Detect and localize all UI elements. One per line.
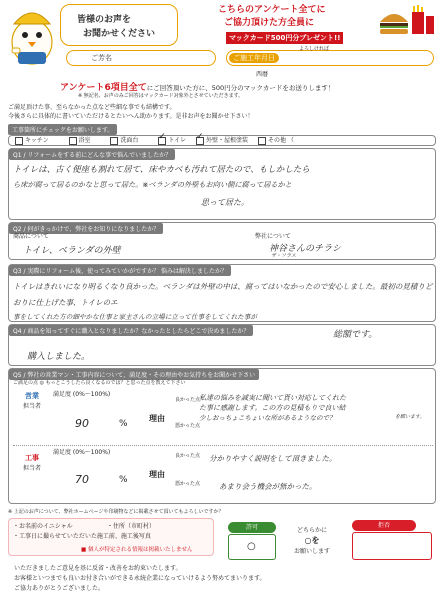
sales-tag: 営業 担当者 bbox=[22, 392, 41, 410]
sales-percent-value[interactable]: 90 bbox=[75, 417, 89, 430]
footer-initial: ・お名前のイニシャル bbox=[13, 523, 73, 530]
notice-headline bbox=[60, 80, 440, 93]
q5-divider bbox=[13, 445, 433, 446]
check-washbasin[interactable]: 洗面台 bbox=[110, 137, 138, 144]
q1-answer-2: ら床が腐って居るのかなと思って居た。※ベランダの外壁もお向い側に腐って居るかと bbox=[13, 180, 292, 189]
q2-section bbox=[8, 222, 436, 260]
q3-section bbox=[8, 264, 436, 322]
q5-label: Q5 / 弊社の営業マン・工事内容について、満足度・その理由やお気持ちをお聞かせ下さい bbox=[9, 369, 259, 380]
q2-product-value: トイレ、ベランダの外壁 bbox=[23, 246, 121, 256]
date-field-value: 西暦 bbox=[256, 71, 269, 78]
check-other[interactable]: その他 （ bbox=[258, 137, 294, 144]
date-field-row bbox=[226, 46, 434, 66]
sales-reason-tail: を願います。 bbox=[395, 414, 425, 420]
works-bad-label: 悪かった点 bbox=[175, 481, 201, 487]
q3-label: Q3 / 実際にリフォーム後、使ってみていかがですか？ 悩みは解決しましたか？ bbox=[9, 265, 231, 276]
closing-line-3: ご協力ありがとうございました。 bbox=[14, 585, 105, 592]
greeting-bubble bbox=[60, 4, 178, 46]
greeting-line-2: お聞かせください bbox=[83, 29, 156, 39]
present-banner bbox=[216, 0, 376, 48]
checkbox-toilet[interactable] bbox=[158, 131, 166, 145]
works-percent-value[interactable]: 70 bbox=[75, 473, 89, 486]
q2-label: Q2 / 何がきっかけで、弊社をお知りになりましたか？ bbox=[9, 223, 163, 234]
mascot-chick-logo bbox=[4, 2, 60, 68]
check-exterior[interactable]: ✓ 外壁・屋根塗装 bbox=[196, 131, 249, 144]
checkbox-exterior[interactable] bbox=[196, 131, 204, 145]
q4-section bbox=[8, 324, 436, 366]
greeting-line-1: 皆様のお声を bbox=[77, 15, 132, 25]
checkbox-washbasin[interactable] bbox=[110, 137, 118, 145]
banner-line-1: こちらのアンケート全てに bbox=[218, 5, 326, 15]
q2-company-label: 弊社について bbox=[255, 233, 291, 240]
works-satisfaction-label: 満足度 (0%～100%) bbox=[53, 449, 111, 456]
burger-icon bbox=[376, 4, 436, 44]
q3-answer-1: トイレはきれいになり明るくなり良かった。ベランダは外壁の中は、腐ってはいなかったので安心しました。最初の見積りどおりに仕上げた事、トイレのエ bbox=[13, 282, 433, 307]
q2-product-label: 商品について bbox=[13, 233, 49, 240]
footer-photo: ・工事日に撮らせていただいた施工前、施工後写真 bbox=[13, 533, 151, 540]
sales-reason-3: 少しおっちょこちょいな所があるようなので？ bbox=[199, 414, 336, 422]
q5-section bbox=[8, 368, 436, 504]
checklist-label: 工事箇所にチェックをお願いします。 bbox=[8, 124, 117, 135]
checkmark-icon: ✓ bbox=[158, 131, 166, 142]
footer-address: ・住所（市町村） bbox=[107, 523, 156, 530]
q5-sub-label: ご満足の点 ◎ もっとこうしたら良くなるのでは？と思った点を教えて下さい bbox=[13, 380, 186, 386]
notice-highlight: アンケート6項目全て bbox=[60, 83, 147, 93]
q4-answer-2: 購入しました。 bbox=[27, 352, 91, 362]
deny-badge: 拒否 bbox=[352, 520, 416, 531]
checkbox-other[interactable] bbox=[258, 137, 266, 145]
q1-answer-1: トイレは、古く便座も割れて居て、床やカベも汚れて居たので、もしかしたら bbox=[13, 165, 310, 175]
check-kitchen[interactable]: キッチン bbox=[15, 137, 49, 144]
check-toilet[interactable]: ✓ トイレ bbox=[158, 131, 187, 144]
sales-percent-unit: % bbox=[119, 419, 128, 429]
q2-company-value: 神谷さんのチラシ bbox=[269, 244, 342, 254]
checkbox-bath[interactable] bbox=[69, 137, 77, 145]
sales-reason-1: 私達の悩みを誠実に聞いて貰い対応してくれた bbox=[199, 394, 346, 402]
sales-reason-label: 理由 bbox=[149, 414, 165, 423]
sales-satisfaction-label: 満足度 (0%～100%) bbox=[53, 391, 111, 398]
q2-company-note: ザ・ソラス bbox=[271, 253, 296, 259]
name-field-label: ご芳名 bbox=[91, 54, 112, 62]
sales-good-label: 良かった点 bbox=[175, 397, 201, 403]
closing-line-2: お客様といつまでも良いお付き合いができる永続企業になっていけるよう努めてまいります。 bbox=[14, 575, 266, 582]
works-reason-2: あまり会う機会が無かった。 bbox=[219, 482, 317, 491]
footer-warning: ■ 個人が特定される情報は掲載いたしません bbox=[81, 547, 193, 553]
q4-answer-1: 総額です。 bbox=[333, 330, 378, 340]
allow-badge: 許可 bbox=[228, 522, 276, 533]
footer-items-box bbox=[8, 518, 214, 556]
allow-circle-mark: ○ bbox=[247, 541, 256, 552]
works-percent-unit: % bbox=[119, 475, 128, 485]
works-tag: 工事 担当者 bbox=[22, 454, 41, 472]
q1-answer-3: 思って居た。 bbox=[201, 198, 249, 207]
checkmark-icon: ✓ bbox=[196, 131, 204, 142]
date-field-label: ご施工年月日 bbox=[229, 53, 279, 63]
q3-answer-2: 事をしてくれた方の細やかな仕事と家主さんの立場に立って仕事をしてくれた事が bbox=[13, 313, 257, 321]
deny-box[interactable] bbox=[352, 532, 432, 560]
banner-line-3: マックカード500円分プレゼント!! bbox=[226, 32, 343, 44]
allow-box[interactable] bbox=[228, 534, 276, 560]
sales-bad-label: 悪かった点 bbox=[175, 423, 201, 429]
q1-section bbox=[8, 148, 436, 220]
footer-notice: ※ 上記のお声について、弊社ホームページや印刷物などに掲載させて頂いてもよろしいですか？ bbox=[8, 509, 224, 515]
notice-line-2: ※ 無記名、お声のみご回答はマックカード対象外とさせていただきます。 bbox=[78, 93, 244, 99]
date-field-hint: よろしければ bbox=[299, 46, 330, 52]
notice-line-4: 今後さらに具体的に書いていただけるとたいへん助かります。是非お声をお聞かせ下さい！ bbox=[8, 113, 254, 120]
name-field-row bbox=[66, 50, 216, 66]
works-reason-1: 分かりやすく説明をして頂きました。 bbox=[209, 454, 337, 463]
sales-reason-2: た事に感謝します。この方の見積もりで良い結 bbox=[199, 404, 346, 412]
q1-label: Q1 / リフォームをする前にどんな事で悩んでいましたか？ bbox=[9, 149, 175, 160]
q4-label: Q4 / 商品を知ってすぐに購入となりましたか？なかったとしたらどこで決めましたか？ bbox=[9, 325, 253, 336]
choose-instruction: どちらかに ○を お願いします bbox=[293, 527, 330, 555]
works-reason-label: 理由 bbox=[149, 470, 165, 479]
notice-line-3: ご満足頂けた事、至らなかった点など些細な事でも結構です。 bbox=[8, 104, 176, 111]
checkbox-kitchen[interactable] bbox=[15, 137, 23, 145]
notice-rest: にご回答頂いた方に、500円分のマックカードをお送りします！ bbox=[146, 84, 335, 92]
check-bath[interactable]: 浴室 bbox=[69, 137, 91, 144]
checklist-row bbox=[8, 131, 436, 146]
banner-line-2: ご協力頂けた方全員に bbox=[224, 18, 315, 28]
closing-line-1: いただきましたご意見を基に反省・改善をお約束いたします。 bbox=[14, 565, 182, 572]
works-good-label: 良かった点 bbox=[175, 453, 201, 459]
